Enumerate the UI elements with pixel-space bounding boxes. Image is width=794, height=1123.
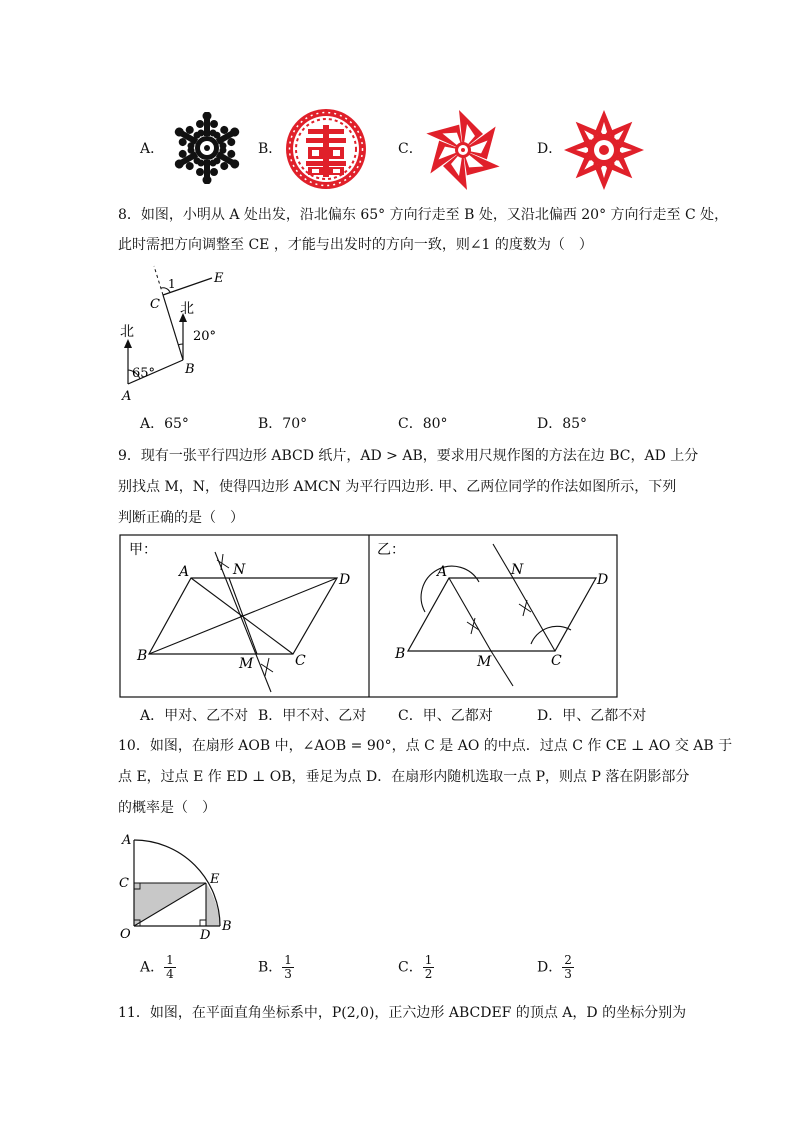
q9-yi-point-c: C	[551, 653, 562, 669]
q8-north-label-1: 北	[120, 324, 134, 340]
q9-jia-point-b: B	[137, 648, 148, 664]
q10-option-d: D． $\frac{2}{3}$	[537, 953, 572, 981]
flower-icon	[560, 106, 648, 194]
q9-stem-line2: 别找点 M，N，使得四边形 AMCN 为平行四边形. 甲、乙两位同学的作法如图所示，下列	[118, 479, 677, 495]
pinwheel-icon	[420, 107, 506, 193]
q8-point-a: A	[122, 389, 132, 404]
q9-figure	[119, 534, 619, 699]
q10-option-b: B． $\frac{1}{3}$	[258, 953, 292, 981]
q9-title-yi: 乙：	[377, 542, 405, 558]
q9-stem-line3: 判断正确的是（ ）	[118, 510, 244, 526]
q9-option-c: C．甲、乙都对	[398, 708, 493, 724]
q10-option-a: A． $\frac{1}{4}$	[140, 953, 174, 981]
q10-point-e: E	[210, 872, 220, 887]
q10-option-c: C． $\frac{1}{2}$	[398, 953, 433, 981]
q9-yi-point-m: M	[477, 654, 492, 670]
q9-jia-point-n: N	[233, 562, 246, 578]
q10-stem-line2: 点 E，过点 E 作 ED ⊥ OB，垂足为点 D．在扇形内随机选取一点 P，则点 P 落在阴影部分	[118, 769, 690, 785]
q8-point-e: E	[214, 271, 224, 286]
q8-stem-line2: 此时需把方向调整至 CE ，才能与出发时的方向一致，则∠1 的度数为（ ）	[118, 237, 593, 253]
q8-option-a: A．65°	[140, 416, 189, 432]
q8-option-c: C．80°	[398, 416, 448, 432]
q9-option-a: A．甲对、乙不对	[140, 708, 249, 724]
q10-point-o: O	[120, 927, 131, 942]
q9-title-jia: 甲：	[129, 542, 157, 558]
q9-yi-point-b: B	[395, 646, 406, 662]
q9-yi-point-a: A	[437, 564, 448, 580]
q9-yi-point-d: D	[597, 572, 609, 588]
q8-angle-1: 1	[168, 277, 176, 291]
q7-option-a-letter: A．	[140, 141, 165, 157]
q7-option-b-letter: B．	[258, 141, 283, 157]
q9-jia-point-d: D	[339, 572, 351, 588]
q7-option-d-letter: D．	[537, 141, 563, 157]
q8-option-b: B．70°	[258, 416, 308, 432]
q9-option-b: B．甲不对、乙对	[258, 708, 367, 724]
q8-angle-65: 65°	[132, 366, 156, 381]
q8-angle-20: 20°	[193, 329, 217, 344]
q9-jia-point-m: M	[239, 656, 254, 672]
q10-stem-line3: 的概率是（ ）	[118, 800, 216, 816]
q9-option-d: D．甲、乙都不对	[537, 708, 647, 724]
q8-point-b: B	[185, 362, 195, 377]
q10-point-b: B	[222, 919, 232, 934]
q10-stem-line1: 10．如图，在扇形 AOB 中，∠AOB = 90°，点 C 是 AO 的中点．过点 C 作 CE ⊥ AO 交 AB 于	[118, 738, 733, 754]
q8-stem-line1: 8．如图，小明从 A 处出发，沿北偏东 65° 方向行走至 B 处，又沿北偏西 20° 方向行走至 C 处，	[118, 207, 729, 223]
q9-jia-point-c: C	[295, 653, 306, 669]
q10-point-c: C	[119, 876, 129, 891]
double-happiness-icon	[284, 107, 368, 191]
q9-stem-line1: 9．现有一张平行四边形 ABCD 纸片，AD > AB，要求用尺规作图的方法在边 BC，AD 上分	[118, 448, 699, 464]
q8-option-d: D．85°	[537, 416, 588, 432]
q10-figure	[116, 828, 240, 946]
q8-figure	[110, 262, 260, 410]
q8-north-label-2: 北	[180, 301, 194, 317]
q10-point-d: D	[200, 928, 211, 943]
snowflake-icon	[168, 112, 246, 184]
q7-option-c-letter: C．	[398, 141, 423, 157]
q8-point-c: C	[150, 297, 160, 312]
q9-jia-point-a: A	[179, 564, 190, 580]
q10-point-a: A	[122, 833, 132, 848]
q11-stem-line1: 11．如图，在平面直角坐标系中，P(2,0)，正六边形 ABCDEF 的顶点 A，D 的坐标分别为	[118, 1005, 687, 1021]
q9-yi-point-n: N	[511, 562, 524, 578]
